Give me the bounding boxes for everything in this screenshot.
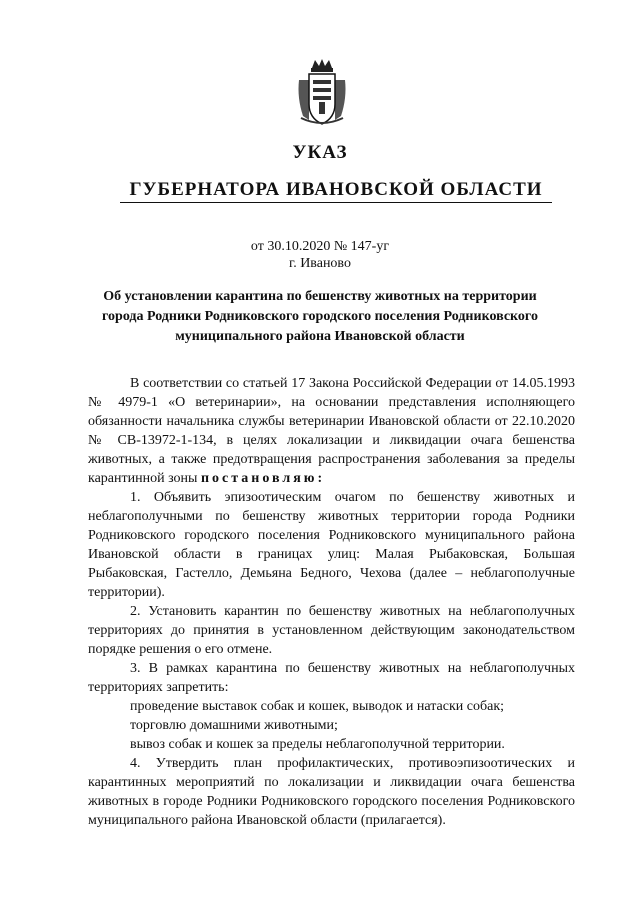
decree-subject: Об установлении карантина по бешенству животных на территории города Родники Родниковского городского поселения Родниковского муниципального района Ивановской области [102,289,538,344]
city-name: г. Иваново [289,256,351,271]
prohibition-item-3: вывоз собак и кошек за пределы неблагополучной территории. [130,737,505,752]
prohibition-item-1: проведение выставок собак и кошек, выводок и натаски собак; [130,699,505,714]
paragraph-2: 2. Установить карантин по бешенству животных на неблагополучных территориях до принятия в установленном действующим законодательством порядке решения о его отмене. [88,604,575,657]
preamble-paragraph [88,374,575,488]
issuer-title: ГУБЕРНАТОРА ИВАНОВСКОЙ ОБЛАСТИ [120,178,552,203]
paragraph-4: 4. Утвердить план профилактических, противоэпизоотических и карантинных мероприятий по локализации и ликвидации очага бешенства животных в городе Родники Родниковского городского поселения Родниковского муниципального района Ивановской области (прилагается). [88,756,575,828]
paragraph-1: 1. Объявить эпизоотическим очагом по бешенству животных и неблагополучными по бешенству животных территории города Родники Родниковского городского поселения Родниковского муниципального района Ивановской области в границах улиц: Малая Рыбаковская, Большая Рыбаковская, Гастелло, Демьяна Бедного, Чехова (далее – неблагополучные территории). [88,490,575,600]
date-and-number: от 30.10.2020 № 147-уг [250,239,390,254]
preamble-text: В соответствии со статьей 17 Закона Российской Федерации от 14.05.1993 № 4979-1 «О ветеринарии», на основании представления исполняющего обязанности начальника службы ветеринарии Ивановской области от 22.10.2020 № СВ-13972-1-134, в целях локализации и ликвидации очага бешенства животных, а также предотвращения распространения заболевания за пределы карантинной зоны [88,376,575,486]
decree-body [88,374,575,830]
prohibition-item-2: торговлю домашними животными; [130,718,338,733]
decree-word: постановляю [200,471,318,486]
decree-colon: : [317,471,323,486]
document-type-title: УКАЗ [292,142,348,163]
paragraph-3: 3. В рамках карантина по бешенству животных на неблагополучных территориях запретить: [88,661,575,695]
coat-of-arms-icon [295,58,349,126]
coat-of-arms-emblem [295,58,349,126]
